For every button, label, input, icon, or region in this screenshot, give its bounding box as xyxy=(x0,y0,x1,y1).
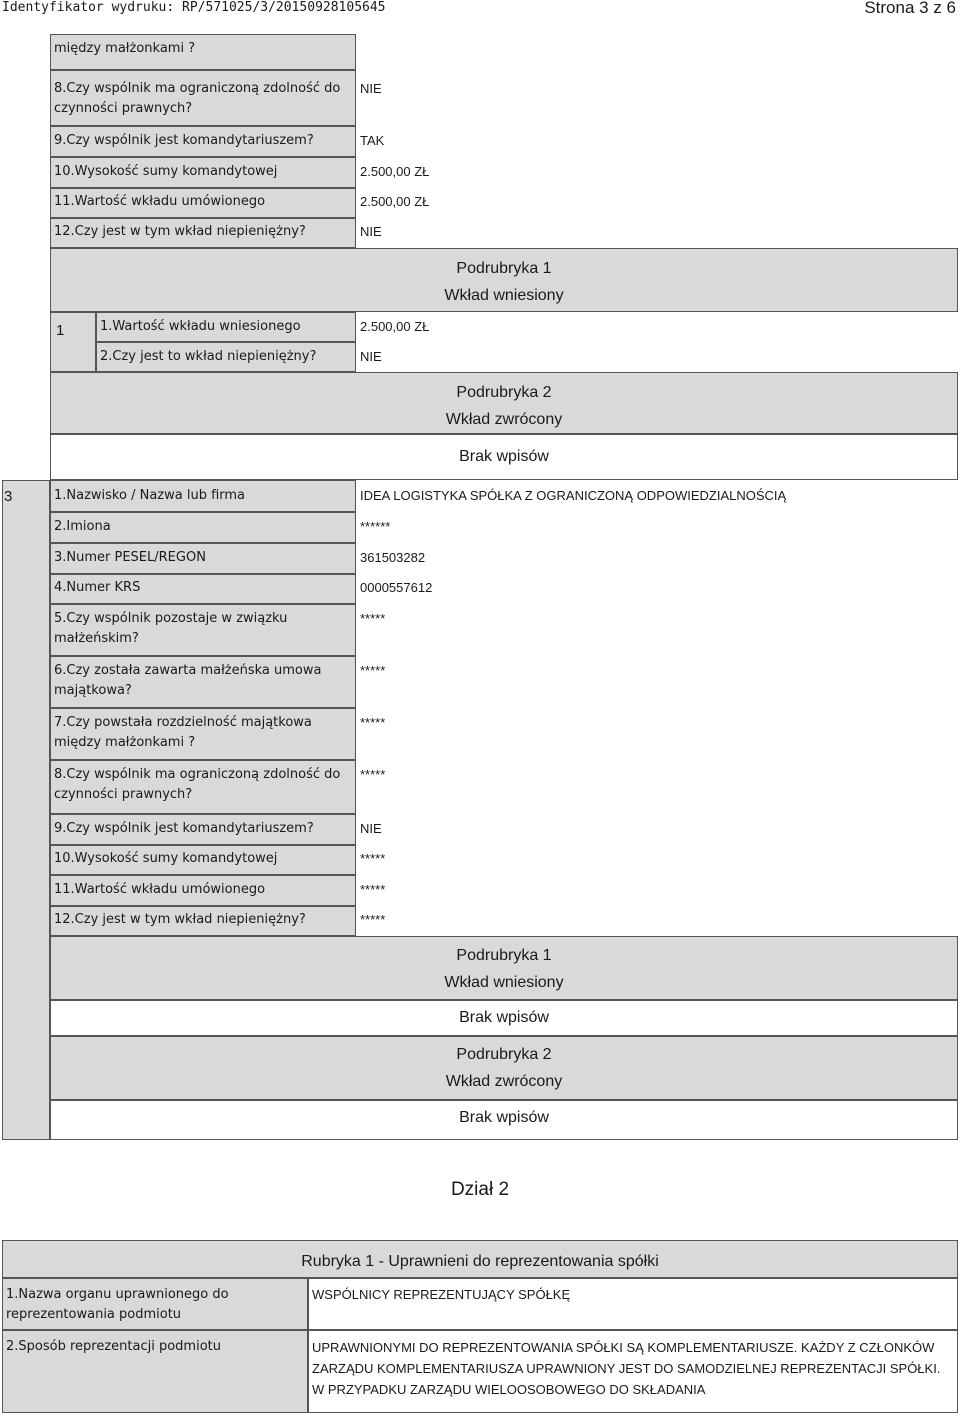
subsection-title: Podrubryka 1 xyxy=(456,260,552,277)
subsection-title: Podrubryka 2 xyxy=(456,384,552,401)
row-label: 11.Wartość wkładu umówionego xyxy=(54,194,266,209)
row-label: 2.Czy jest to wkład niepieniężny? xyxy=(100,349,317,364)
print-identifier: Identyfikator wydruku: RP/571025/3/20150928105645 xyxy=(2,0,386,15)
row-value: 2.500,00 ZŁ xyxy=(360,319,430,334)
row-label: 10.Wysokość sumy komandytowej xyxy=(54,164,278,179)
row-value: ***** xyxy=(360,912,386,927)
row-value: 0000557612 xyxy=(360,580,433,595)
subsection-subtitle: Wkład wniesiony xyxy=(444,287,564,304)
partner-index: 3 xyxy=(4,488,13,505)
section-title: Dział 2 xyxy=(450,1179,510,1200)
subsection-title: Podrubryka 2 xyxy=(456,1046,552,1063)
subsection-title: Podrubryka 1 xyxy=(456,947,552,964)
row-label: 9.Czy wspólnik jest komandytariuszem? xyxy=(54,133,314,148)
row-value: 2.500,00 ZŁ xyxy=(360,164,430,179)
row-value: NIE xyxy=(360,349,382,364)
row-value: ****** xyxy=(360,519,391,534)
empty-entries: Brak wpisów xyxy=(459,1009,549,1026)
row-value: TAK xyxy=(360,133,385,148)
row-value: ***** xyxy=(360,882,386,897)
row-label: 1.Wartość wkładu wniesionego xyxy=(100,319,301,334)
row-label: 6.Czy została zawarta małżeńska umowa majątkowa? xyxy=(54,663,322,698)
row-label: 3.Numer PESEL/REGON xyxy=(54,550,206,565)
index-cell xyxy=(50,312,96,372)
row-label: 5.Czy wspólnik pozostaje w związku małżeńskim? xyxy=(54,611,288,646)
empty-entries: Brak wpisów xyxy=(459,1109,549,1126)
row-value: WSPÓLNICY REPREZENTUJĄCY SPÓŁKĘ xyxy=(312,1287,571,1302)
partner-index-cell xyxy=(2,480,50,1140)
row-value: ***** xyxy=(360,767,386,782)
row-value: ***** xyxy=(360,611,386,626)
page-number: Strona 3 z 6 xyxy=(864,0,956,17)
row-label: 11.Wartość wkładu umówionego xyxy=(54,882,266,897)
row-label: 4.Numer KRS xyxy=(54,580,141,595)
row-value: 361503282 xyxy=(360,550,426,565)
row-label: 7.Czy powstała rozdzielność majątkowa między małżonkami ? xyxy=(54,715,312,750)
row-value: ***** xyxy=(360,663,386,678)
row-label: 9.Czy wspólnik jest komandytariuszem? xyxy=(54,821,314,836)
row-label: 12.Czy jest w tym wkład niepieniężny? xyxy=(54,224,306,239)
row-label-continuation: między małżonkami ? xyxy=(54,41,196,56)
row-label: 12.Czy jest w tym wkład niepieniężny? xyxy=(54,912,306,927)
row-label: 2.Imiona xyxy=(54,519,111,534)
row-value: ***** xyxy=(360,851,386,866)
row-value: 2.500,00 ZŁ xyxy=(360,194,430,209)
row-label: 10.Wysokość sumy komandytowej xyxy=(54,851,278,866)
row-value: UPRAWNIONYMI DO REPREZENTOWANIA SPÓŁKI SĄ KOMPLEMENTARIUSZE. KAŻDY Z CZŁONKÓW ZARZĄDU KOMPLEMENTARIUSZA UPRAWNIONY JEST DO SAMODZIELNEJ REPREZENTACJI SPÓŁKI. W PRZYPADKU ZARZĄDU WIELOOSOBOWEGO DO SKŁADANIA xyxy=(312,1340,941,1397)
row-value: NIE xyxy=(360,81,382,96)
rubryka-title: Rubryka 1 - Uprawnieni do reprezentowania spółki xyxy=(301,1253,659,1270)
row-label: 2.Sposób reprezentacji podmiotu xyxy=(6,1339,221,1354)
row-value: IDEA LOGISTYKA SPÓŁKA Z OGRANICZONĄ ODPOWIEDZIALNOŚCIĄ xyxy=(360,488,787,503)
row-label: 1.Nazwisko / Nazwa lub firma xyxy=(54,488,246,503)
row-label: 1.Nazwa organu uprawnionego do reprezentowania podmiotu xyxy=(6,1287,229,1322)
row-value: NIE xyxy=(360,821,382,836)
row-label: 8.Czy wspólnik ma ograniczoną zdolność do czynności prawnych? xyxy=(54,767,341,802)
entry-index: 1 xyxy=(56,322,65,339)
row-label: 8.Czy wspólnik ma ograniczoną zdolność do czynności prawnych? xyxy=(54,81,341,116)
subsection-subtitle: Wkład wniesiony xyxy=(444,974,564,991)
row-value: ***** xyxy=(360,715,386,730)
subsection-subtitle: Wkład zwrócony xyxy=(445,1073,563,1090)
row-value: NIE xyxy=(360,224,382,239)
empty-entries: Brak wpisów xyxy=(459,448,549,465)
subsection-subtitle: Wkład zwrócony xyxy=(445,411,563,428)
